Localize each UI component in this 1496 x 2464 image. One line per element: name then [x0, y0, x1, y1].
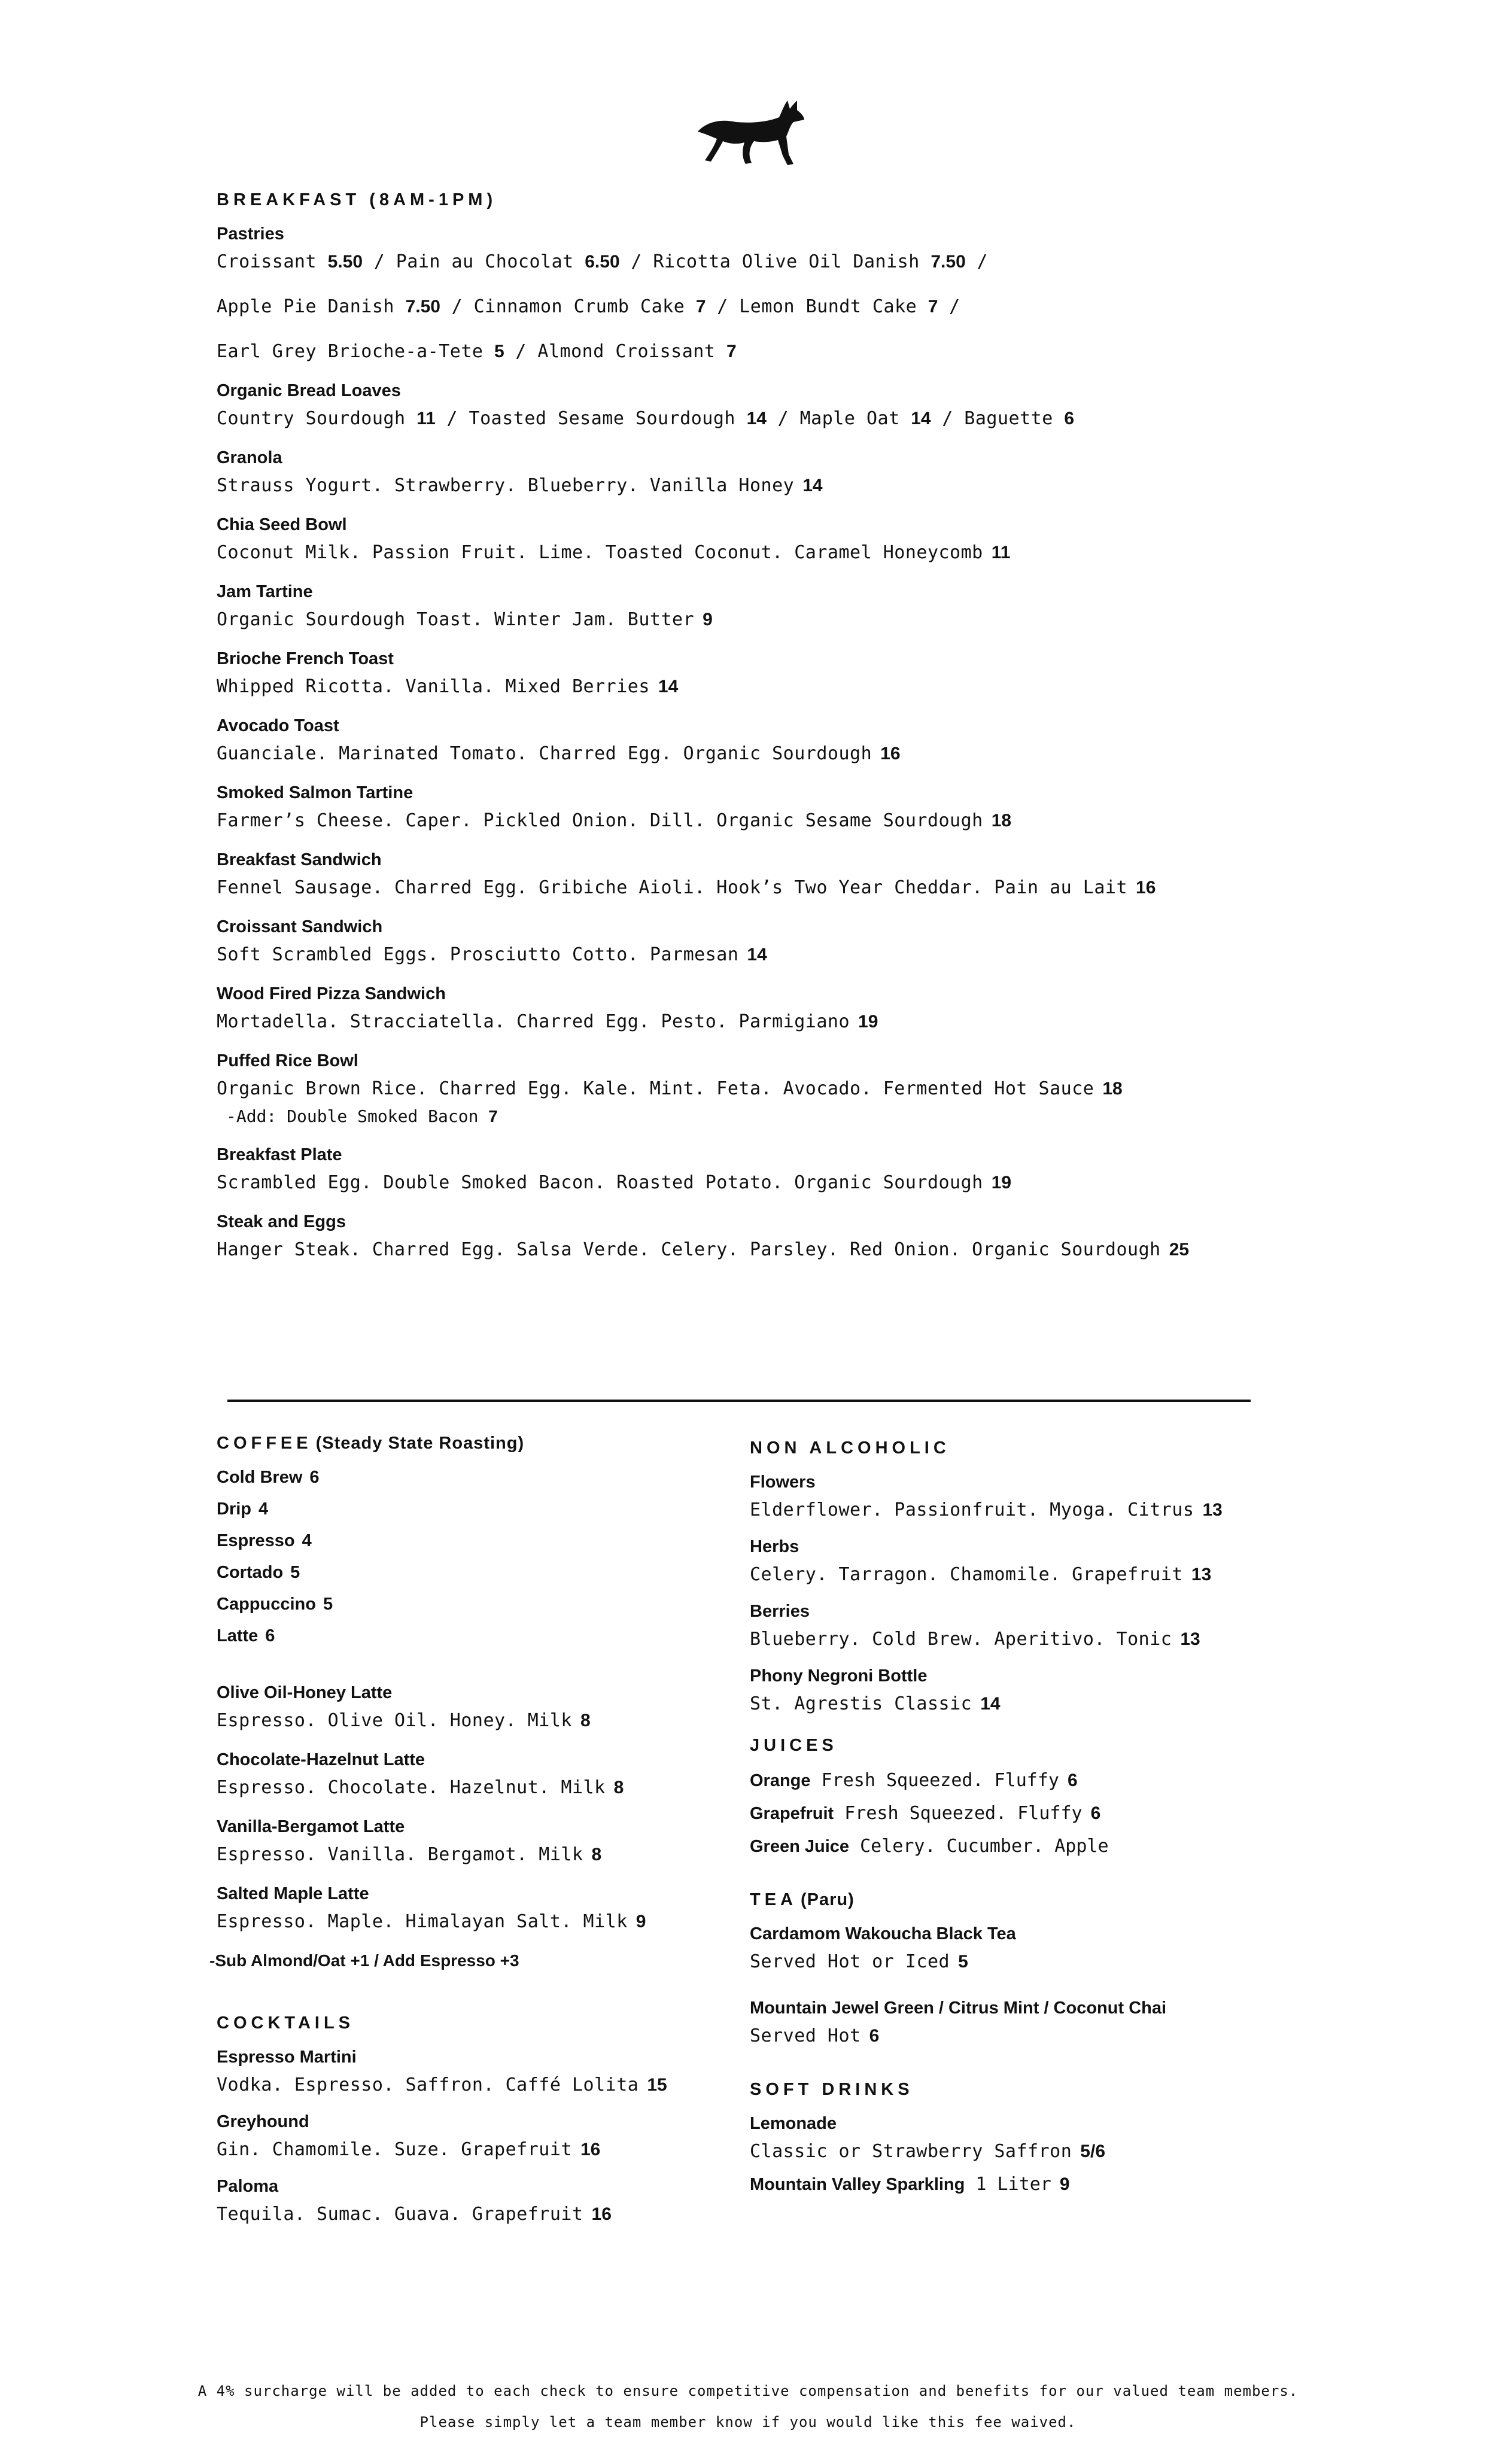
menu-item: [750, 1473, 1288, 1520]
item-name: Mountain Jewel Green / Citrus Mint / Coconut Chai: [750, 1998, 1167, 2018]
menu-item: [217, 984, 1294, 1032]
left-column: [209, 1434, 719, 2244]
item-addon: -Add: Double Smoked Bacon 7: [226, 1106, 498, 1126]
item-price: 14: [980, 1694, 1001, 1714]
item-price: 9: [636, 1912, 646, 1931]
item-name: Olive Oil-Honey Latte: [217, 1683, 393, 1702]
item-name: Breakfast Sandwich: [217, 850, 382, 869]
menu-item: [750, 1602, 1288, 1650]
item-desc: Fennel Sausage. Charred Egg. Gribiche Aioli. Hook’s Two Year Cheddar. Pain au Lait 16: [217, 877, 1156, 898]
pastries-line: Apple Pie Danish 7.50 / Cinnamon Crumb Cake 7 / Lemon Bundt Cake 7 /: [217, 296, 960, 317]
item-name: Berries: [750, 1602, 810, 1621]
menu-item: [217, 1817, 719, 1865]
item-price: 8: [591, 1845, 602, 1864]
item-price: 14: [747, 945, 767, 965]
item-price: 19: [858, 1012, 878, 1032]
item-desc: Gin. Chamomile. Suze. Grapefruit 16: [217, 2139, 601, 2160]
item-price: 15: [647, 2075, 667, 2095]
item-price: 19: [991, 1173, 1012, 1193]
menu-item: [750, 1666, 1288, 1714]
item-name: Avocado Toast: [217, 716, 339, 735]
menu-item: [217, 716, 1294, 764]
item-desc: Served Hot or Iced 5: [750, 1951, 968, 1972]
menu-item: [217, 2112, 719, 2160]
item-name: Greyhound: [217, 2112, 309, 2131]
item-name: Granola: [217, 448, 282, 467]
item-desc: Vodka. Espresso. Saffron. Caffé Lolita 15: [217, 2074, 667, 2095]
item-desc: Hanger Steak. Charred Egg. Salsa Verde. Celery. Parsley. Red Onion. Organic Sourdough 25: [217, 1239, 1190, 1260]
juice-item: Orange Fresh Squeezed. Fluffy 6: [750, 1770, 1078, 1791]
coffee-item: Cappuccino 5: [217, 1595, 333, 1614]
coffee-list: [217, 1468, 719, 1646]
menu-item: [217, 1884, 719, 1932]
item-desc: Farmer’s Cheese. Caper. Pickled Onion. Dill. Organic Sesame Sourdough 18: [217, 810, 1012, 831]
item-price: 9: [703, 610, 713, 629]
item-price: 25: [1169, 1240, 1190, 1260]
item-name: Puffed Rice Bowl: [217, 1051, 358, 1070]
menu-item: [217, 448, 1294, 496]
menu-item: [217, 1750, 719, 1798]
item-name: Flowers: [750, 1473, 816, 1492]
juice-item: Green Juice Celery. Cucumber. Apple: [750, 1836, 1109, 1857]
coyote-icon: [694, 97, 805, 169]
item-price: 18: [991, 811, 1012, 831]
coffee-item: Latte 6: [217, 1626, 275, 1645]
menu-item: [217, 1145, 1294, 1193]
item-desc: Classic or Strawberry Saffron 5/6: [750, 2141, 1106, 2162]
item-desc: Scrambled Egg. Double Smoked Bacon. Roasted Potato. Organic Sourdough 19: [217, 1172, 1012, 1193]
pastries-line: Earl Grey Brioche-a-Tete 5 / Almond Croissant 7: [217, 341, 737, 362]
footer-waive-note: Please simply let a team member know if you would like this fee waived.: [419, 2414, 1077, 2430]
item-desc: Espresso. Maple. Himalayan Salt. Milk 9: [217, 1911, 646, 1932]
item-desc: Organic Brown Rice. Charred Egg. Kale. Mint. Feta. Avocado. Fermented Hot Sauce 18: [217, 1078, 1123, 1099]
item-desc: Tequila. Sumac. Guava. Grapefruit 16: [217, 2204, 612, 2225]
item-price: 16: [880, 744, 901, 763]
item-name: Jam Tartine: [217, 582, 313, 601]
item-name: Chia Seed Bowl: [217, 515, 347, 534]
item-name: Chocolate-Hazelnut Latte: [217, 1750, 425, 1769]
item-name: Croissant Sandwich: [217, 917, 383, 936]
item-price: 16: [591, 2204, 612, 2224]
item-price: 18: [1102, 1079, 1123, 1099]
cocktails-heading: COCKTAILS: [217, 2013, 355, 2033]
item-name: Lemonade: [750, 2114, 837, 2133]
coffee-item: Drip 4: [217, 1499, 269, 1519]
item-desc: Blueberry. Cold Brew. Aperitivo. Tonic 13: [750, 1629, 1200, 1650]
item-price: 5: [958, 1952, 968, 1972]
item-price: 8: [613, 1778, 624, 1797]
item-price: 14: [802, 476, 823, 495]
item-price: 6: [869, 2026, 880, 2046]
section-divider: [227, 1400, 1251, 1402]
footer-surcharge-note: A 4% surcharge will be added to each check to ensure competitive compensation and benefits for our valued team members.: [197, 2383, 1299, 2399]
menu-item: [217, 783, 1294, 831]
item-name: Wood Fired Pizza Sandwich: [217, 984, 446, 1003]
item-price: 16: [1136, 878, 1156, 898]
item-desc: Organic Sourdough Toast. Winter Jam. Butter 9: [217, 609, 713, 630]
menu-item: [217, 1051, 1294, 1126]
item-price: 8: [580, 1711, 591, 1730]
item-name: Brioche French Toast: [217, 649, 394, 668]
item-desc: Coconut Milk. Passion Fruit. Lime. Toasted Coconut. Caramel Honeycomb 11: [217, 542, 1011, 563]
right-column: [750, 1438, 1288, 2207]
item-desc: Elderflower. Passionfruit. Myoga. Citrus 13: [750, 1499, 1223, 1520]
item-desc: Celery. Tarragon. Chamomile. Grapefruit 13: [750, 1564, 1212, 1585]
juices-heading: JUICES: [750, 1736, 838, 1755]
item-desc: Espresso. Olive Oil. Honey. Milk 8: [217, 1710, 591, 1731]
non-alcoholic-heading: NON ALCOHOLIC: [750, 1438, 950, 1458]
menu-item: [217, 515, 1294, 563]
coffee-item: Espresso 4: [217, 1531, 312, 1550]
bread-name: Organic Bread Loaves: [217, 381, 401, 400]
item-price: 13: [1202, 1500, 1223, 1520]
item-desc: Espresso. Chocolate. Hazelnut. Milk 8: [217, 1777, 624, 1798]
item-price: 11: [991, 543, 1011, 562]
item-desc: Served Hot 6: [750, 2025, 880, 2046]
menu-item: [750, 1924, 1288, 1972]
menu-item: [217, 582, 1294, 630]
menu-item: [750, 2114, 1288, 2162]
item-name: Paloma: [217, 2177, 279, 2196]
menu-item: [217, 1683, 719, 1731]
breakfast-heading: BREAKFAST (8AM-1PM): [217, 190, 497, 209]
item-price: 5/6: [1080, 2141, 1106, 2161]
item-desc: Strauss Yogurt. Strawberry. Blueberry. Vanilla Honey 14: [217, 475, 823, 496]
menu-item: [217, 917, 1294, 965]
menu-item: [217, 850, 1294, 898]
pastries-name: Pastries: [217, 224, 284, 244]
item-name: Smoked Salmon Tartine: [217, 783, 413, 802]
bread-line: Country Sourdough 11 / Toasted Sesame Sourdough 14 / Maple Oat 14 / Baguette 6: [217, 408, 1075, 429]
item-desc: St. Agrestis Classic 14: [750, 1693, 1001, 1714]
item-desc: Guanciale. Marinated Tomato. Charred Egg. Organic Sourdough 16: [217, 743, 901, 764]
pastries-line: Croissant 5.50 / Pain au Chocolat 6.50 / Ricotta Olive Oil Danish 7.50 /: [217, 251, 988, 272]
item-desc: Soft Scrambled Eggs. Prosciutto Cotto. Parmesan 14: [217, 944, 767, 965]
menu-item: Mountain Valley Sparkling 1 Liter 9: [750, 2174, 1070, 2195]
item-name: Breakfast Plate: [217, 1145, 342, 1164]
item-name: Herbs: [750, 1537, 799, 1556]
item-name: Phony Negroni Bottle: [750, 1666, 928, 1686]
item-name: Salted Maple Latte: [217, 1884, 369, 1903]
item-price: 13: [1191, 1565, 1212, 1584]
item-price: 13: [1180, 1629, 1200, 1649]
item-name: Cardamom Wakoucha Black Tea: [750, 1924, 1016, 1943]
menu-item: [750, 1998, 1288, 2046]
coffee-item: Cortado 5: [217, 1563, 300, 1582]
juice-item: Grapefruit Fresh Squeezed. Fluffy 6: [750, 1803, 1101, 1824]
coffee-item: Cold Brew 6: [217, 1468, 320, 1487]
menu-item: [750, 1537, 1288, 1585]
menu-item: [217, 2048, 719, 2095]
item-name: Vanilla-Bergamot Latte: [217, 1817, 405, 1836]
tea-heading: TEA (Paru): [750, 1890, 855, 1909]
item-price: 14: [658, 677, 679, 696]
soft-drinks-heading: SOFT DRINKS: [750, 2080, 914, 2099]
coffee-heading: COFFEE (Steady State Roasting): [217, 1434, 525, 1453]
item-name: Steak and Eggs: [217, 1212, 346, 1231]
menu-item: [217, 1212, 1294, 1260]
breakfast-section: [217, 190, 1294, 1279]
item-desc: Espresso. Vanilla. Bergamot. Milk 8: [217, 1844, 602, 1865]
item-desc: Whipped Ricotta. Vanilla. Mixed Berries 14: [217, 676, 679, 697]
item-desc: Mortadella. Stracciatella. Charred Egg. Pesto. Parmigiano 19: [217, 1011, 878, 1032]
item-name: Espresso Martini: [217, 2048, 357, 2067]
menu-item: [217, 2177, 719, 2225]
menu-item: [217, 649, 1294, 697]
coffee-note: -Sub Almond/Oat +1 / Add Espresso +3: [209, 1951, 519, 1970]
item-price: 16: [580, 2140, 601, 2159]
